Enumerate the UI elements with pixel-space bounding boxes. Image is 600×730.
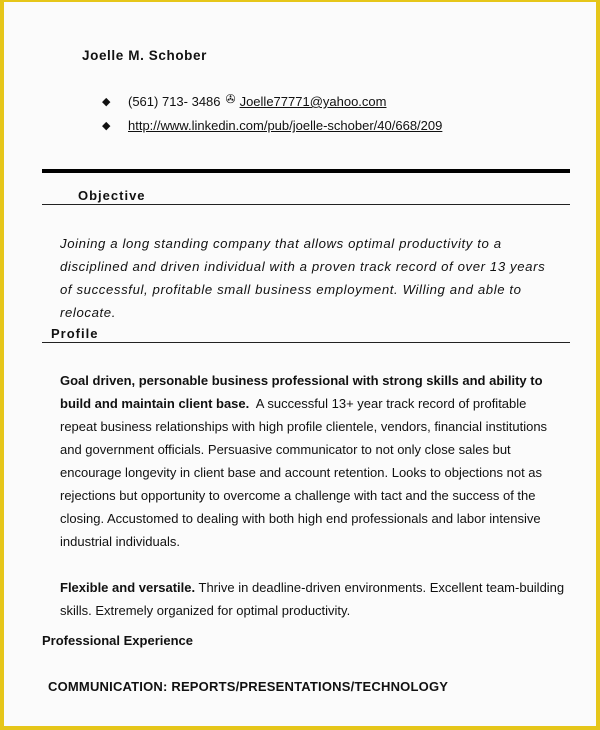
header-divider (42, 169, 570, 173)
contact-line-phone-email (102, 91, 387, 109)
candidate-name: Joelle M. Schober (82, 48, 207, 63)
phone-number: (561) 713- 3486 (128, 94, 221, 109)
diamond-bullet-icon: ◆ (102, 96, 111, 108)
profile-paragraph-1 (60, 369, 565, 553)
email-link[interactable]: Joelle77771@yahoo.com (239, 94, 387, 109)
profile-divider (42, 342, 570, 343)
linkedin-link[interactable]: http://www.linkedin.com/pub/joelle-schober/40/668/209 (128, 118, 443, 133)
diamond-bullet-icon: ◆ (102, 120, 111, 132)
profile-paragraph-2 (60, 576, 565, 622)
objective-text: Joining a long standing company that allows optimal productivity to a disciplined and driven individual with a proven track record of over 13 years of successful, profitable small business employment. Willing and able to relocate. (60, 236, 546, 320)
contact-line-linkedin (102, 118, 442, 133)
profile-paragraph-1-lead: Goal driven, personable business professional with strong skills and ability to build and maintain client base. (60, 373, 543, 411)
profile-paragraph-1-body: A successful 13+ year track record of profitable repeat business relationships with high profile clientele, vendors, financial institutions and government officials. Persuasive communicator to not only close sales but encourage longevity in client base and account retention. Looks to objections not as rejections but opportunity to overcome a challenge with tact and the success of the closing. Accustomed to dealing with both high end professionals and labor intensive industrial individuals. (60, 396, 548, 549)
profile-heading: Profile (51, 326, 99, 341)
profile-paragraph-2-lead: Flexible and versatile. (60, 580, 196, 595)
objective-heading: Objective (78, 188, 146, 203)
email-icon: ✇ (225, 91, 236, 106)
experience-heading: Professional Experience (42, 633, 194, 648)
objective-divider (42, 204, 570, 205)
profile-paragraph-2-body: Thrive in deadline-driven environments. Excellent team-building skills. Extremely organized for optimal productivity. (60, 580, 565, 618)
skills-category-line: COMMUNICATION: REPORTS/PRESENTATIONS/TECHNOLOGY (48, 679, 449, 694)
